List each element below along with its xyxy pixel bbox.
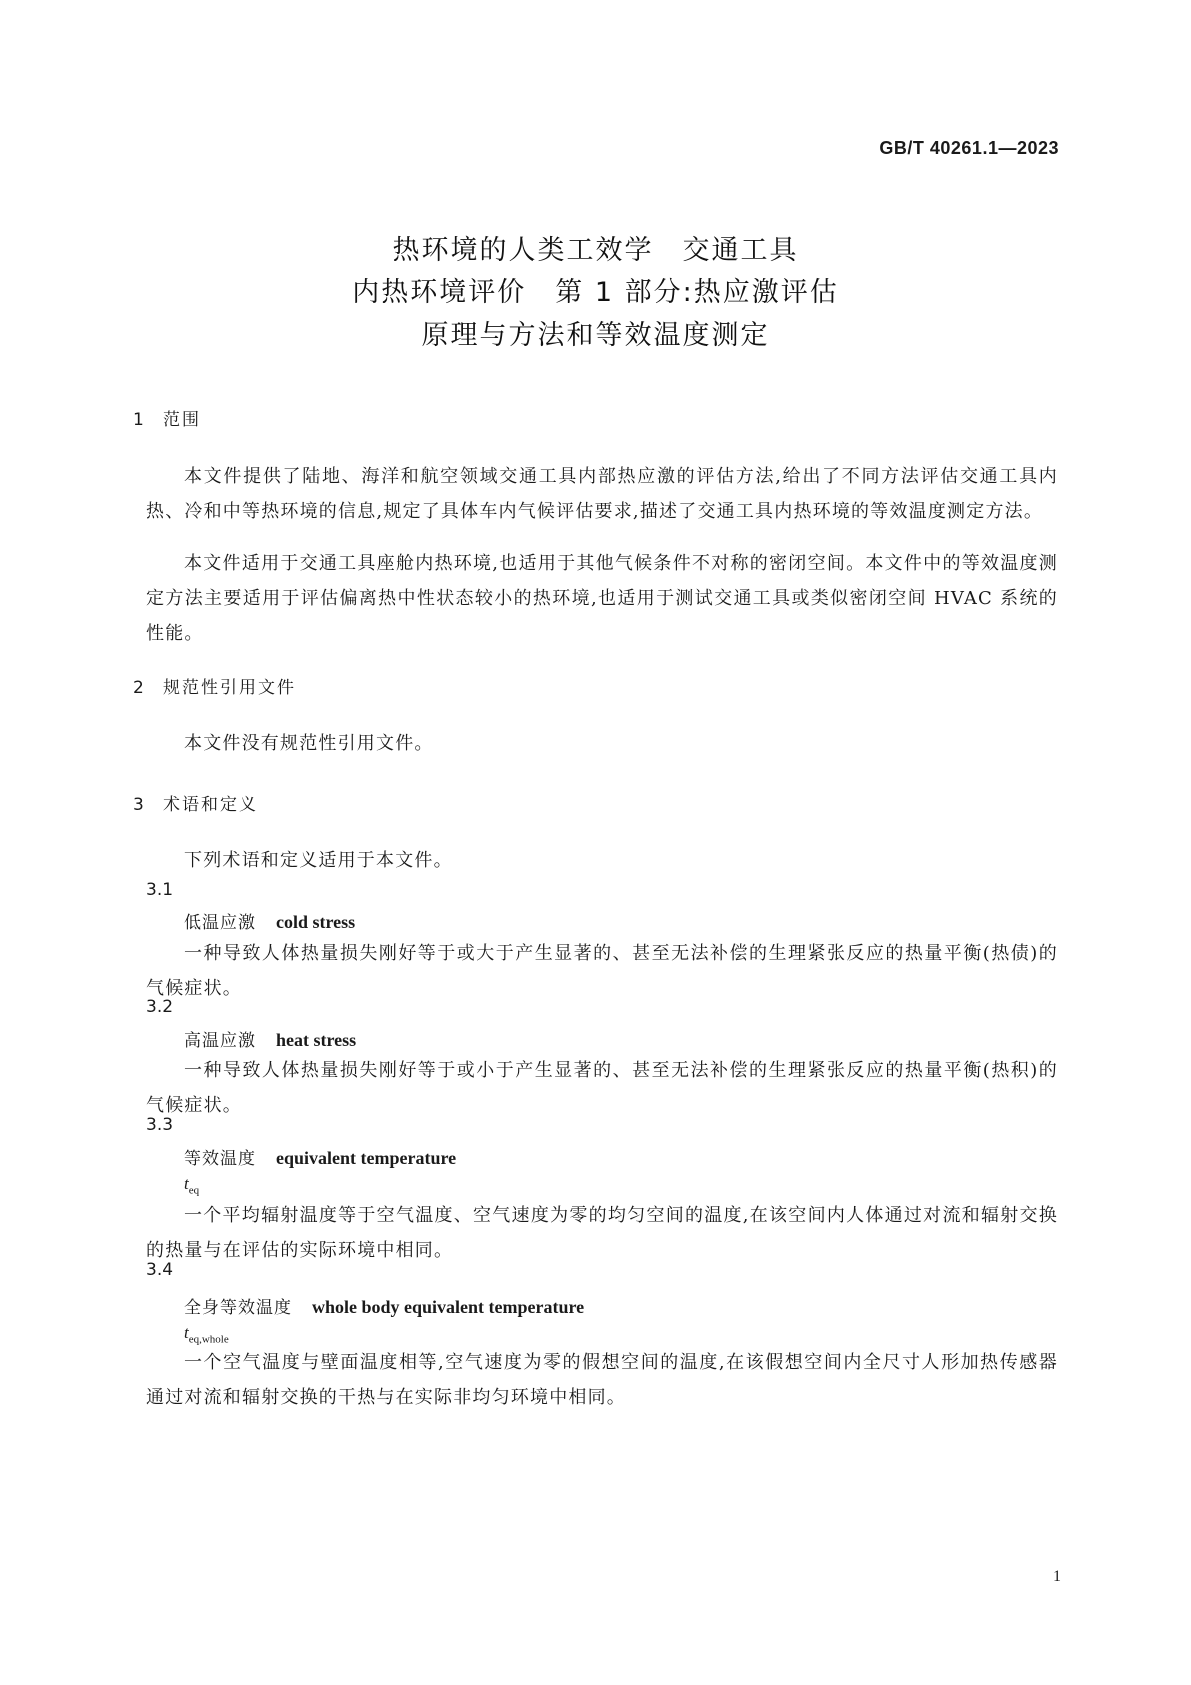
document-title-line-3: 原理与方法和等效温度测定 (421, 320, 770, 351)
term-definition: 一个平均辐射温度等于空气温度、空气速度为零的均匀空间的温度,在该空间内人体通过对流和辐射交换的热量与在评估的实际环境中相同。 (146, 1205, 1058, 1261)
term-chinese: 高温应激 (184, 1031, 256, 1051)
section-2-heading (133, 673, 296, 698)
term-symbol (184, 1174, 199, 1196)
section-number: 2 (133, 678, 144, 698)
term-chinese: 全身等效温度 (184, 1298, 292, 1318)
section-number: 3 (133, 795, 144, 815)
section-number: 1 (133, 410, 144, 430)
term-definition: 一个空气温度与壁面温度相等,空气速度为零的假想空间的温度,在该假想空间内全尺寸人形加热传感器通过对流和辐射交换的干热与在实际非均匀环境中相同。 (146, 1352, 1058, 1408)
term-english: cold stress (276, 912, 356, 932)
section-title: 规范性引用文件 (163, 678, 296, 698)
section-3-paragraph-1: 下列术语和定义适用于本文件。 (184, 850, 453, 871)
term-number: 3.1 (146, 880, 174, 900)
term-english: whole body equivalent temperature (312, 1297, 585, 1317)
term-chinese: 等效温度 (184, 1149, 256, 1169)
term-number: 3.4 (146, 1260, 174, 1280)
page-number: 1 (1053, 1568, 1061, 1585)
symbol-subscript: eq,whole (188, 1333, 229, 1346)
symbol-base: t (184, 1174, 189, 1193)
term-symbol (184, 1323, 229, 1345)
term-heading (184, 908, 355, 933)
document-title-line-2: 内热环境评价 第 1 部分:热应激评估 (352, 277, 839, 308)
term-heading (184, 1293, 584, 1318)
standard-number: GB/T 40261.1—2023 (879, 138, 1059, 158)
section-title: 术语和定义 (163, 795, 258, 815)
term-heading (184, 1026, 356, 1051)
section-2-paragraph-1: 本文件没有规范性引用文件。 (184, 733, 434, 754)
term-definition: 一种导致人体热量损失刚好等于或小于产生显著的、甚至无法补偿的生理紧张反应的热量平衡(热积)的气候症状。 (146, 1060, 1058, 1116)
section-1-paragraph-2: 本文件适用于交通工具座舱内热环境,也适用于其他气候条件不对称的密闭空间。本文件中的等效温度测定方法主要适用于评估偏离热中性状态较小的热环境,也适用于测试交通工具或类似密闭空间 HVAC 系统的性能。 (146, 553, 1058, 644)
term-heading (184, 1144, 456, 1169)
term-english: equivalent temperature (276, 1148, 457, 1168)
term-chinese: 低温应激 (184, 913, 256, 933)
section-title: 范围 (163, 410, 201, 430)
document-title-line-1: 热环境的人类工效学 交通工具 (392, 235, 799, 266)
section-3-heading (133, 790, 258, 815)
term-english: heat stress (276, 1030, 357, 1050)
term-number: 3.3 (146, 1115, 174, 1135)
symbol-subscript: eq (188, 1184, 200, 1197)
section-1-heading (133, 405, 201, 430)
symbol-base: t (184, 1323, 189, 1342)
section-1-paragraph-1: 本文件提供了陆地、海洋和航空领域交通工具内部热应激的评估方法,给出了不同方法评估交通工具内热、冷和中等热环境的信息,规定了具体车内气候评估要求,描述了交通工具内热环境的等效温度测定方法。 (146, 466, 1058, 522)
term-number: 3.2 (146, 997, 174, 1017)
term-definition: 一种导致人体热量损失刚好等于或大于产生显著的、甚至无法补偿的生理紧张反应的热量平衡(热债)的气候症状。 (146, 943, 1058, 999)
